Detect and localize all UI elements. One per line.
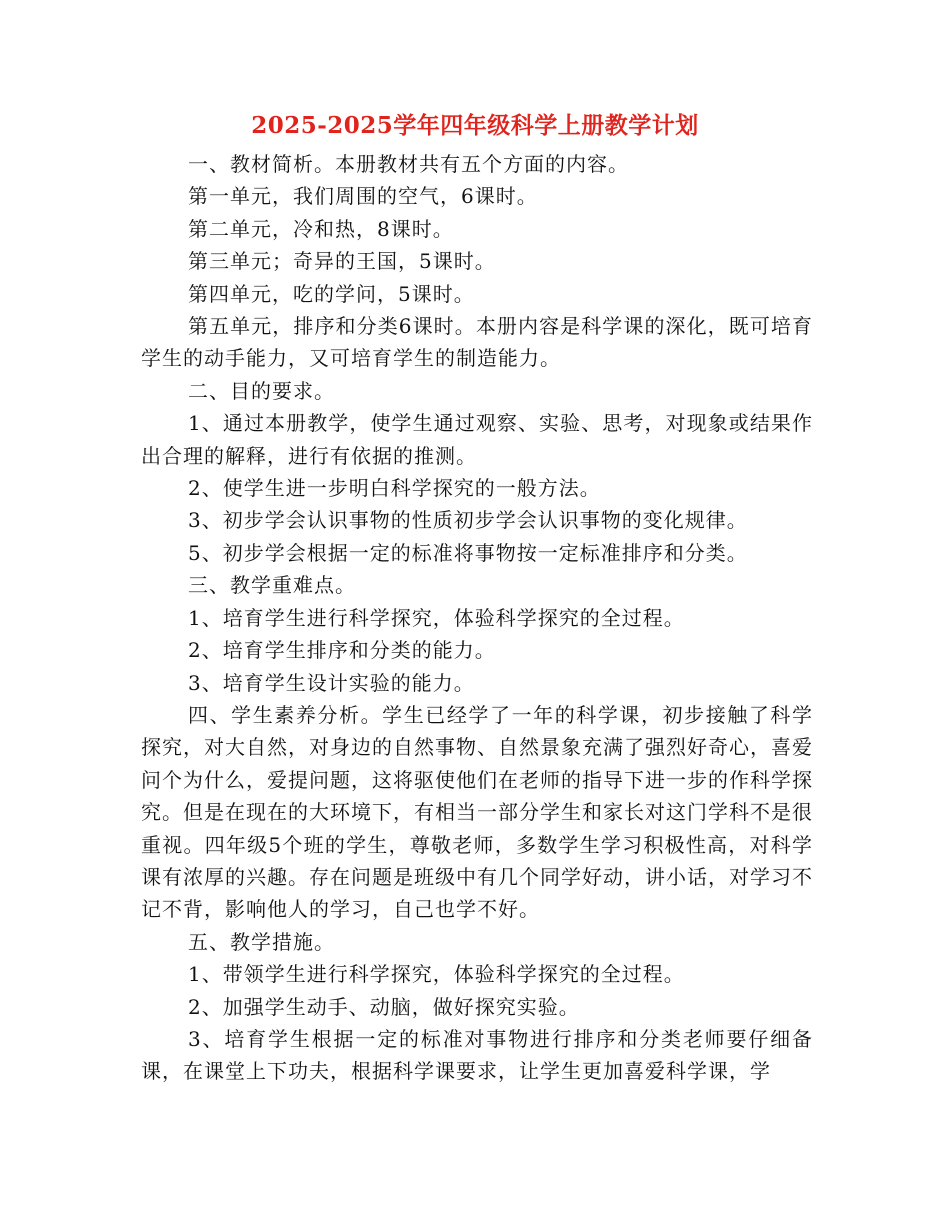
- paragraph: 1、通过本册教学，使学生通过观察、实验、思考，对现象或结果作出合理的解释，进行有依据的推测。: [141, 411, 813, 468]
- document-body: [141, 148, 813, 1088]
- paragraph: 2、培育学生排序和分类的能力。: [188, 638, 496, 663]
- paragraph: 3、培育学生设计实验的能力。: [188, 670, 475, 695]
- paragraph: 1、培育学生进行科学探究，体验科学探究的全过程。: [188, 605, 685, 630]
- paragraph: 3、初步学会认识事物的性质初步学会认识事物的变化规律。: [188, 508, 748, 533]
- paragraph: 第二单元，冷和热，8课时。: [188, 216, 454, 241]
- paragraph: 三、教学重难点。: [188, 573, 356, 598]
- paragraph: 1、带领学生进行科学探究，体验科学探究的全过程。: [188, 962, 685, 987]
- paragraph: 2、加强学生动手、动脑，做好探究实验。: [188, 994, 580, 1019]
- paragraph: 一、教材简析。本册教材共有五个方面的内容。: [188, 152, 629, 176]
- paragraph: 二、目的要求。: [188, 378, 335, 403]
- paragraph: 五、教学措施。: [188, 929, 335, 954]
- paragraph: 四、学生素养分析。学生已经学了一年的科学课，初步接触了科学探究，对大自然，对身边的自然事物、自然景象充满了强烈好奇心，喜爱问个为什么，爱提问题，这将驱使他们在老师的指导下进一步的作科学探究。但是在现在的大环境下，有相当一部分学生和家长对这门学科不是很重视。四年级5个班的学生，尊敬老师，多数学生学习积极性高，对科学课有浓厚的兴趣。存在问题是班级中有几个同学好动，讲小话，对学习不记不背，影响他人的学习，自己也学不好。: [141, 702, 813, 922]
- paragraph: 5、初步学会根据一定的标准将事物按一定标准排序和分类。: [188, 540, 748, 565]
- paragraph: 第三单元；奇异的王国，5课时。: [188, 249, 496, 274]
- paragraph: 第一单元，我们周围的空气，6课时。: [188, 184, 538, 209]
- paragraph: 2、使学生进一步明白科学探究的一般方法。: [188, 476, 601, 501]
- document-title: 2025-2025学年四年级科学上册教学计划: [251, 112, 699, 139]
- paragraph: 第四单元，吃的学问，5课时。: [188, 281, 475, 306]
- paragraph: 3、培育学生根据一定的标准对事物进行排序和分类老师要仔细备课，在课堂上下功夫，根据科学课要求，让学生更加喜爱科学课，学: [141, 1026, 813, 1084]
- paragraph: 第五单元，排序和分类6课时。本册内容是科学课的深化，既可培育学生的动手能力，又可培育学生的制造能力。: [141, 314, 813, 371]
